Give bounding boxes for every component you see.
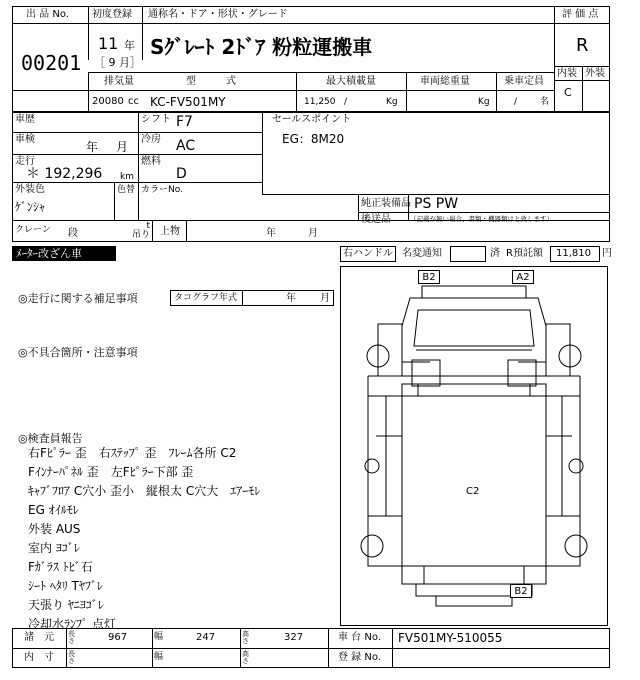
interior-grade: C (564, 86, 572, 99)
max-load-label: 最大積載量 (326, 76, 376, 87)
rear-left-wheel-inner (365, 459, 379, 473)
mileage-label: 走行 (15, 156, 35, 167)
rear-right-wheel-inner (569, 459, 583, 473)
model-type-value: KC-FV501MY (150, 95, 226, 109)
report-line: 天張り ﾔﾆﾖｺﾞﾚ (28, 598, 104, 612)
width-label: 幅 (154, 632, 164, 642)
rear-right-wheel (565, 535, 587, 557)
crane-label: クレーン (15, 225, 51, 235)
crane-stage: 段 (68, 228, 78, 239)
report-line: 室内 ﾖｺﾞﾚ (28, 541, 80, 555)
cargo-bed (402, 384, 546, 584)
scrap-label: 済 (490, 248, 500, 259)
report-line: 冷却水ﾗﾝﾌﾟ 点灯 (28, 617, 116, 631)
meter-tamper-notice: ﾒｰﾀｰ改ざん車 (12, 246, 116, 261)
tachograph-label: タコグラフ年式 (174, 293, 238, 303)
height-value: 327 (284, 632, 304, 643)
capacity-label: 乗車定員 (504, 76, 544, 87)
inspector-report-list (28, 446, 260, 636)
uppers-year-unit: 年 (266, 228, 276, 239)
ext-color-label: 外装色 (15, 184, 45, 195)
yen-unit: 円 (602, 248, 612, 259)
color-no-label: カラーNo. (141, 185, 183, 195)
sales-point-label: セールスポイント (272, 114, 352, 125)
vehicle-title: Sｸﾞﾚｰﾄ 2ﾄﾞｱ 粉粒運搬車 (150, 35, 373, 59)
tacho-year-unit: 年 (286, 293, 296, 304)
driving-notes-title: ◎走行に関する補足事項 (18, 292, 138, 305)
damage-tag-a2-front: A2 (512, 270, 534, 284)
inner-length-label: 長さ (68, 650, 75, 665)
history-label: 車歴 (15, 114, 35, 125)
model-title-label: 通称名・ドア・形状・グレード (148, 9, 288, 20)
model-type-label: 型 式 (186, 76, 236, 87)
interior-grade-label: 内装 (557, 68, 577, 79)
inspection-month-unit: 月 (116, 140, 129, 154)
report-line: Fｲﾝﾅｰﾊﾟﾈﾙ 歪 左Fﾋﾟﾗｰ下部 歪 (28, 465, 194, 479)
reg-year-unit: 年 (124, 39, 135, 52)
damage-code-c2-bed: C2 (466, 486, 480, 497)
shift-value: F7 (176, 114, 193, 130)
lot-label: 出 品 No. (26, 9, 69, 20)
max-load-slash: / (344, 97, 348, 107)
aftermarket-label: 後送品 (361, 214, 391, 225)
inspection-label: 車検 (15, 134, 35, 145)
inspection-year-unit: 年 (86, 140, 99, 154)
registration-label: 登 録 No. (338, 652, 381, 663)
left-step (378, 324, 402, 376)
gross-weight-label: 車両総重量 (420, 76, 470, 87)
reg-year: 11 (98, 34, 119, 53)
length-label: 長さ (68, 630, 75, 645)
report-line: EG ｵｲﾙﾓﾚ (28, 503, 79, 517)
truck-diagram (340, 266, 608, 626)
displacement-unit: cc (128, 96, 139, 107)
chassis-value: FV501MY-510055 (398, 631, 503, 645)
ext-color-value: ｹﾞﾝｼｬ (15, 200, 46, 214)
mileage-value: ＊ 192,296 (26, 166, 103, 182)
height-label: 高さ (242, 630, 249, 645)
report-line: Fｶﾞﾗｽ ﾄﾋﾞ石 (28, 560, 93, 574)
tacho-month-unit: 月 (320, 293, 330, 304)
report-line: 外装 AUS (28, 522, 81, 536)
capacity-slash: / (514, 97, 518, 107)
chassis-label: 車 台 No. (338, 632, 381, 643)
color-change-label: 色替 (117, 185, 136, 195)
rear-left-wheel (361, 535, 383, 557)
lot-number: 00201 (21, 51, 82, 75)
name-change-label: 名変通知 (402, 248, 442, 259)
mileage-unit: km (120, 172, 134, 182)
equipment-label: 純正装備品 (361, 198, 411, 209)
front-bumper (422, 286, 526, 298)
crane-hook: t 吊り (132, 221, 151, 240)
fuel-label: 燃料 (141, 156, 161, 167)
max-load-value: 11,250 (304, 97, 336, 107)
inner-height-label: 高さ (242, 650, 249, 665)
recycle-fee-label: R預託額 (506, 248, 543, 259)
uppers-month-unit: 月 (308, 228, 318, 239)
inspector-report-title: ◎検査員報告 (18, 432, 83, 445)
displacement-label: 排気量 (104, 76, 134, 87)
displacement-value: 20080 (92, 96, 124, 107)
grade-label: 評 価 点 (562, 9, 599, 20)
name-change-box (450, 246, 486, 262)
shift-label: シフト (141, 114, 171, 125)
reg-month: ［ 9 月］ (94, 56, 141, 69)
recycle-fee-value: 11,810 (556, 248, 591, 259)
fuel-value: D (176, 166, 187, 182)
capacity-unit: 名 (540, 97, 550, 107)
damage-tag-b2-rear: B2 (510, 584, 532, 598)
length-value: 967 (108, 632, 128, 643)
width-value: 247 (196, 632, 216, 643)
report-line: 右Fﾋﾟﾗｰ 歪 右ｽﾃｯﾌﾟ 歪 ﾌﾚｰﾑ各所 C2 (28, 446, 237, 460)
inner-dims-label: 内 寸 (24, 652, 54, 663)
damage-tag-b2-front: B2 (418, 270, 440, 284)
aircon-value: AC (176, 138, 196, 154)
aircon-label: 冷房 (141, 134, 161, 145)
report-line: ｷｬﾌﾞﾌﾛｱ C穴小 歪小 縦根太 C穴大 ｴｱｰﾓﾚ (28, 484, 261, 498)
aftermarket-note: （記載が無い場合、書類・機器類はと致します） (410, 215, 553, 223)
inner-width-label: 幅 (154, 652, 164, 662)
first-registration-label: 初度登録 (92, 9, 132, 20)
grade-value: R (576, 35, 589, 56)
dims-label: 諸 元 (24, 632, 54, 643)
windshield (414, 310, 534, 346)
rhd-label: 右ハンドル (343, 248, 393, 259)
gross-weight-unit: Kg (478, 97, 490, 107)
report-line: ｼｰﾄ ﾍﾀﾘ Tﾔﾌﾞﾚ (28, 579, 103, 593)
uppers-label: 上物 (160, 226, 180, 237)
exterior-grade-label: 外装 (585, 68, 605, 79)
max-load-unit: Kg (386, 97, 398, 107)
right-step (546, 324, 570, 376)
sales-point-value: EG：8M20 (282, 132, 345, 146)
defect-notes-title: ◎不具合箇所・注意事項 (18, 346, 138, 359)
equipment-value: PS PW (414, 196, 459, 212)
